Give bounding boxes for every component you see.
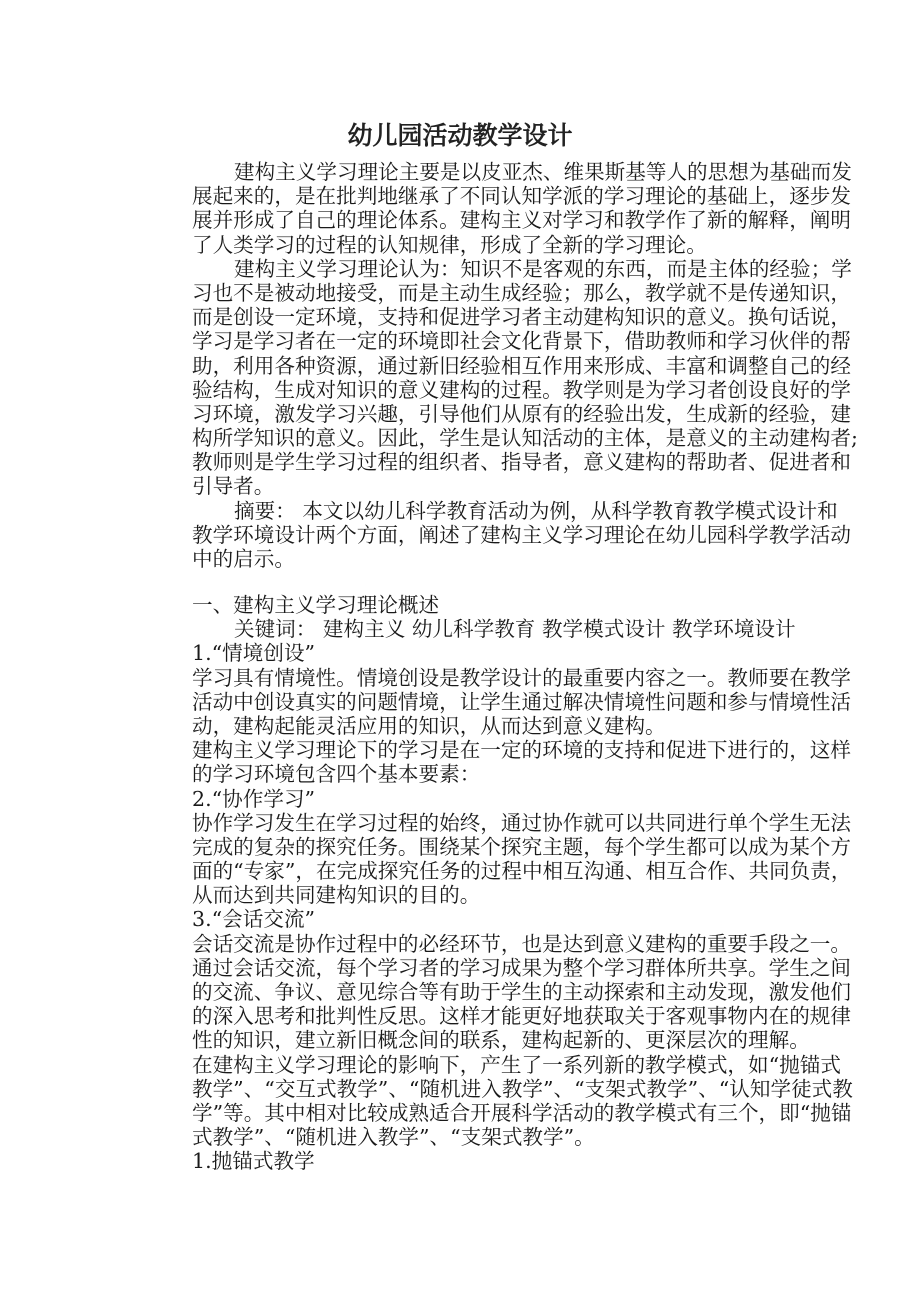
text-line: 一、建构主义学习理论概述 [192,593,440,617]
text-line: 验结构，生成对知识的意义建构的过程。教学则是为学习者创设良好的学 [192,377,851,402]
text-line: 完成的复杂的探究任务。围绕某个探究主题，每个学生都可以成为某个方 [192,834,851,859]
text-line: 活动中创设真实的问题情境，让学生通过解决情境性问题和参与情境性活 [192,689,851,714]
text-line: 习也不是被动地接受，而是主动生成经验；那么，教学就不是传递知识， [192,280,851,305]
text-line: 的交流、争议、意见综合等有助于学生的主动探索和主动发现，激发他们 [192,980,851,1004]
text-line: 了人类学习的过程的认知规律，形成了全新的学习理论。 [192,232,707,257]
text-line: 摘要： 本文以幼儿科学教育活动为例，从科学教育教学模式设计和 [234,498,838,523]
text-line: 建构主义学习理论下的学习是在一定的环境的支持和促进下进行的，这样 [192,738,851,763]
text-line: 学习具有情境性。情境创设是教学设计的最重要内容之一。教师要在教学 [192,665,851,690]
upper-section [192,160,858,571]
text-line: 而是创设一定环境，支持和促进学习者主动建构知识的意义。换句话说， [192,305,851,330]
text-line: 面的“专家”，在完成探究任务的过程中相互沟通、相互合作、共同负责， [192,859,852,884]
text-line: 建构主义学习理论认为：知识不是客观的东西，而是主体的经验；学 [234,256,852,281]
text-line: 构所学知识的意义。因此，学生是认知活动的主体，是意义的主动建构者; [192,426,858,451]
text-line: 习环境，激发学习兴趣，引导他们从原有的经验出发，生成新的经验，建 [192,401,851,426]
text-line: 1.抛锚式教学 [192,1149,315,1174]
text-line: 动，建构起能灵活应用的知识，从而达到意义建构。 [192,713,666,738]
document-title: 幼儿园活动教学设计 [347,121,573,150]
text-line: 协作学习发生在学习过程的始终，通过协作就可以共同进行单个学生无法 [192,810,851,835]
text-line: 教师则是学生学习过程的组织者、指导者，意义建构的帮助者、促进者和 [192,450,851,475]
text-line: 2.“协作学习” [192,786,316,811]
text-line: 关键词： 建构主义 幼儿科学教育 教学模式设计 教学环境设计 [234,617,796,642]
text-line: 学习是学习者在一定的环境即社会文化背景下，借助教师和学习伙伴的帮 [192,329,851,354]
text-line: 从而达到共同建构知识的目的。 [192,883,481,908]
text-line: 式教学”、“随机进入教学”、“支架式教学”。 [192,1125,595,1150]
text-line: 教学”、“交互式教学”、“随机进入教学”、“支架式教学”、“认知学徒式教 [192,1076,853,1101]
text-line: 建构主义学习理论主要是以皮亚杰、维果斯基等人的思想为基础而发 [234,160,852,184]
text-line: 的深入思考和批判性反思。这样才能更好地获取关于客观事物内在的规律 [192,1004,851,1029]
text-line: 助，利用各种资源，通过新旧经验相互作用来形成、丰富和调整自己的经 [192,353,851,378]
text-line: 在建构主义学习理论的影响下，产生了一系列新的教学模式，如“抛锚式 [192,1052,841,1077]
text-line: 中的启示。 [192,547,295,571]
lower-section [192,593,853,1174]
text-line: 展并形成了自己的理论体系。建构主义对学习和教学作了新的解释，阐明 [192,208,851,233]
text-line: 展起来的，是在批判地继承了不同认知学派的学习理论的基础上，逐步发 [192,184,851,209]
text-line: 引导者。 [192,474,275,499]
text-line: 3.“会话交流” [192,907,316,932]
text-line: 学”等。其中相对比较成熟适合开展科学活动的教学模式有三个，即“抛锚 [192,1100,852,1125]
text-line: 1.“情境创设” [192,641,316,666]
text-line: 通过会话交流，每个学习者的学习成果为整个学习群体所共享。学生之间 [192,955,851,980]
text-line: 的学习环境包含四个基本要素： [192,762,481,787]
text-line: 教学环境设计两个方面，阐述了建构主义学习理论在幼儿园科学教学活动 [192,522,851,547]
text-line: 会话交流是协作过程中的必经环节，也是达到意义建构的重要手段之一。 [192,931,851,956]
text-line: 性的知识，建立新旧概念间的联系，建构起新的、更深层次的理解。 [192,1028,810,1053]
